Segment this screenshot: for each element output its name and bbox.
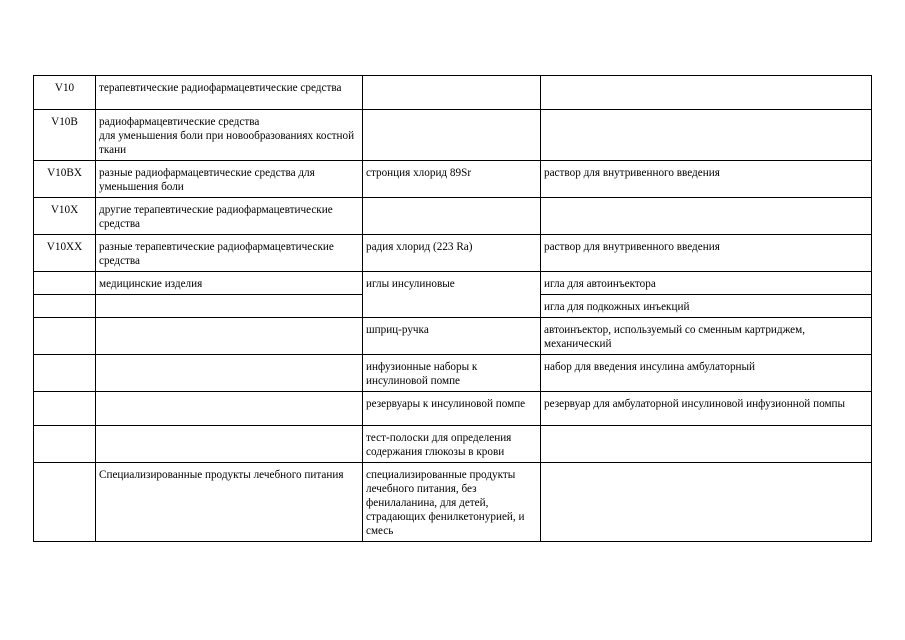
product-cell	[363, 198, 541, 235]
dosage-form-cell: раствор для внутривенного введения	[541, 161, 872, 198]
atc-code-cell: V10BX	[34, 161, 96, 198]
dosage-form-cell: игла для автоинъектора	[541, 272, 872, 295]
group-name-cell	[96, 318, 363, 355]
group-name-cell: Специализированные продукты лечебного питания	[96, 463, 363, 542]
dosage-form-cell: раствор для внутривенного введения	[541, 235, 872, 272]
product-cell: иглы инсулиновые	[363, 272, 541, 318]
table-row	[34, 272, 872, 295]
group-name-line: радиофармацевтические средства для уменьшения боли при новообразованиях костной ткани	[99, 116, 355, 156]
dosage-form-cell: набор для введения инсулина амбулаторный	[541, 355, 872, 392]
group-name-cell	[96, 355, 363, 392]
product-cell	[363, 110, 541, 161]
dosage-form-cell: игла для подкожных инъекций	[541, 295, 872, 318]
product-cell: инфузионные наборы к инсулиновой помпе	[363, 355, 541, 392]
table-row	[34, 463, 872, 542]
product-cell: резервуары к инсулиновой помпе	[363, 392, 541, 426]
product-cell: тест-полоски для определения содержания глюкозы в крови	[363, 426, 541, 463]
group-name-cell: разные радиофармацевтические средства для уменьшения боли	[96, 161, 363, 198]
group-name-cell: разные терапевтические радиофармацевтические средства	[96, 235, 363, 272]
group-name-cell	[96, 426, 363, 463]
group-name-cell: терапевтические радиофармацевтические средства	[96, 76, 363, 110]
product-cell: радия хлорид (223 Ra)	[363, 235, 541, 272]
table-row	[34, 76, 872, 110]
atc-code-cell	[34, 295, 96, 318]
group-name-cell: другие терапевтические радиофармацевтические средства	[96, 198, 363, 235]
product-cell: специализированные продукты лечебного питания, без фенилаланина, для детей, страдающих фенилкетонурией, и смесь	[363, 463, 541, 542]
product-cell	[363, 76, 541, 110]
atc-code-cell: V10	[34, 76, 96, 110]
atc-code-cell	[34, 426, 96, 463]
dosage-form-cell: резервуар для амбулаторной инсулиновой инфузионной помпы	[541, 392, 872, 426]
atc-code-cell: V10X	[34, 198, 96, 235]
dosage-form-cell	[541, 463, 872, 542]
drug-list-table	[33, 75, 872, 542]
table-row	[34, 392, 872, 426]
atc-code-cell	[34, 392, 96, 426]
dosage-form-cell	[541, 426, 872, 463]
product-cell: шприц-ручка	[363, 318, 541, 355]
dosage-form-cell	[541, 76, 872, 110]
table-row	[34, 198, 872, 235]
dosage-form-cell	[541, 198, 872, 235]
table-row	[34, 110, 872, 161]
group-name-cell: медицинские изделия	[96, 272, 363, 295]
atc-code-cell	[34, 355, 96, 392]
atc-code-cell	[34, 272, 96, 295]
table-row	[34, 318, 872, 355]
group-name-cell	[96, 392, 363, 426]
table-row	[34, 426, 872, 463]
table-row	[34, 161, 872, 198]
dosage-form-cell: автоинъектор, используемый со сменным картриджем, механический	[541, 318, 872, 355]
table-row	[34, 235, 872, 272]
table-row	[34, 355, 872, 392]
atc-code-cell: V10B	[34, 110, 96, 161]
atc-code-cell: V10XX	[34, 235, 96, 272]
atc-code-cell	[34, 318, 96, 355]
dosage-form-cell	[541, 110, 872, 161]
product-cell: стронция хлорид 89Sr	[363, 161, 541, 198]
group-name-cell	[96, 295, 363, 318]
group-name-cell	[96, 110, 363, 161]
atc-code-cell	[34, 463, 96, 542]
